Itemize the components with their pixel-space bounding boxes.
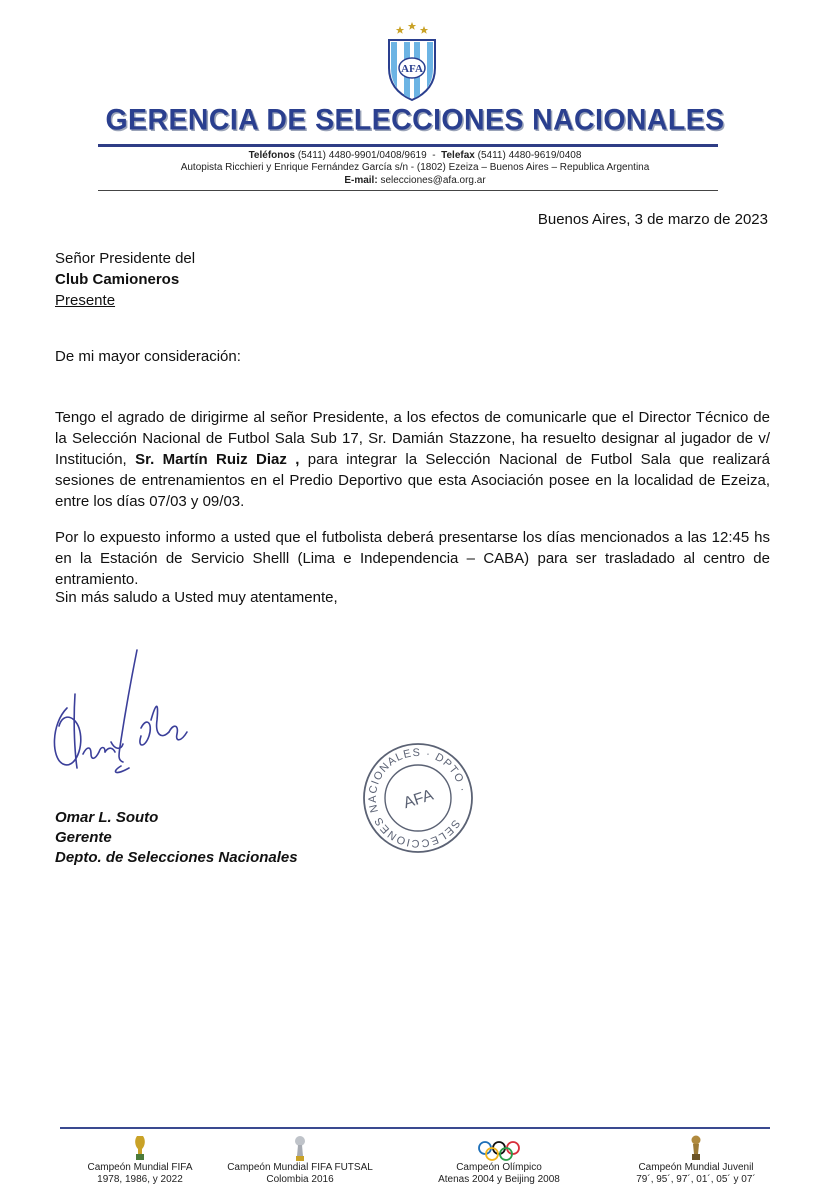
contact-rule xyxy=(98,190,718,191)
paragraph-instructions: Por lo expuesto informo a usted que el futbolista deberá presentarse los días mencionados a las 12:45 hs en la Estación de Servicio Shelll (Lima e Independencia – CABA) para ser trasladado al centro de entramiento. xyxy=(55,529,770,588)
award-fifa-world-cup: Campeón Mundial FIFA 1978, 1986, y 2022 xyxy=(40,1132,240,1186)
signer-role: Gerente xyxy=(55,829,112,846)
letterhead-title: GERENCIA DE SELECCIONES NACIONALES xyxy=(105,103,725,137)
signer-block xyxy=(55,808,298,868)
email-value: selecciones@afa.org.ar xyxy=(380,175,486,186)
olympic-rings-icon xyxy=(477,1140,521,1162)
recipient-club: Club Camioneros xyxy=(55,271,180,288)
award-olympic: Campeón Olímpico Atenas 2004 y Beijing 2008 xyxy=(399,1132,599,1186)
letterhead-rule xyxy=(98,144,718,147)
afa-crest-logo xyxy=(383,22,441,102)
paragraph-designation: Tengo el agrado de dirigirme al señor Presidente, a los efectos de comunicarle que el Director Técnico de la Selección Nacional de Futbol Sala Sub 17, Sr. Damián Stazzone, ha resuelto designar al jugador de v/ Institución, Sr. Martín Ruiz Diaz , para integrar la Selección Nacional de Futbol Sala que realizará sesiones de entrenamientos en el Predio Deportivo que esta Asociación posee en la localidad de Ezeiza, entre los días 07/03 y 09/03. xyxy=(55,409,770,510)
fax-value: (5411) 4480-9619/0408 xyxy=(477,150,582,161)
department-stamp xyxy=(360,740,476,856)
player-name: Sr. Martín Ruiz Diaz , xyxy=(135,451,300,468)
phones-value: (5411) 4480-9901/0408/9619 xyxy=(297,150,427,161)
contact-address: Autopista Ricchieri y Enrique Fernández García s/n - (1802) Ezeiza – Buenos Aires – Republica Argentina xyxy=(180,162,650,173)
world-cup-trophy-icon xyxy=(133,1134,147,1162)
email-label: E-mail: xyxy=(344,175,378,186)
signer-name: Omar L. Souto xyxy=(55,809,159,826)
svg-text:AFA: AFA xyxy=(401,786,436,813)
closing-line: Sin más saludo a Usted muy atentamente, xyxy=(55,589,338,606)
futsal-trophy-icon xyxy=(293,1134,307,1162)
award-youth-world-cup: Campeón Mundial Juvenil 79´, 95´, 97´, 01´, 05´ y 07´ xyxy=(596,1132,796,1186)
contact-phones: Teléfonos (5411) 4480-9901/0408/9619 - Telefax (5411) 4480-9619/0408 xyxy=(248,150,582,161)
date-line: Buenos Aires, 3 de marzo de 2023 xyxy=(537,211,768,228)
phones-label: Teléfonos xyxy=(248,150,296,161)
youth-trophy-icon xyxy=(689,1134,703,1162)
salutation: De mi mayor consideración: xyxy=(55,348,241,365)
handwritten-signature xyxy=(45,636,205,796)
contact-email xyxy=(0,175,830,186)
recipient-block xyxy=(55,248,195,311)
svg-text:AFA: AFA xyxy=(401,63,423,75)
recipient-title: Señor Presidente del xyxy=(55,250,196,267)
svg-text:SELECCIONES NACIONALES · DPTO: SELECCIONES NACIONALES · DPTO · xyxy=(366,746,469,850)
signer-department: Depto. de Selecciones Nacionales xyxy=(55,849,298,866)
footer-rule xyxy=(60,1127,770,1129)
award-fifa-futsal: Campeón Mundial FIFA FUTSAL Colombia 2016 xyxy=(200,1132,400,1186)
recipient-presente: Presente xyxy=(55,292,116,309)
fax-label: Telefax xyxy=(441,150,475,161)
